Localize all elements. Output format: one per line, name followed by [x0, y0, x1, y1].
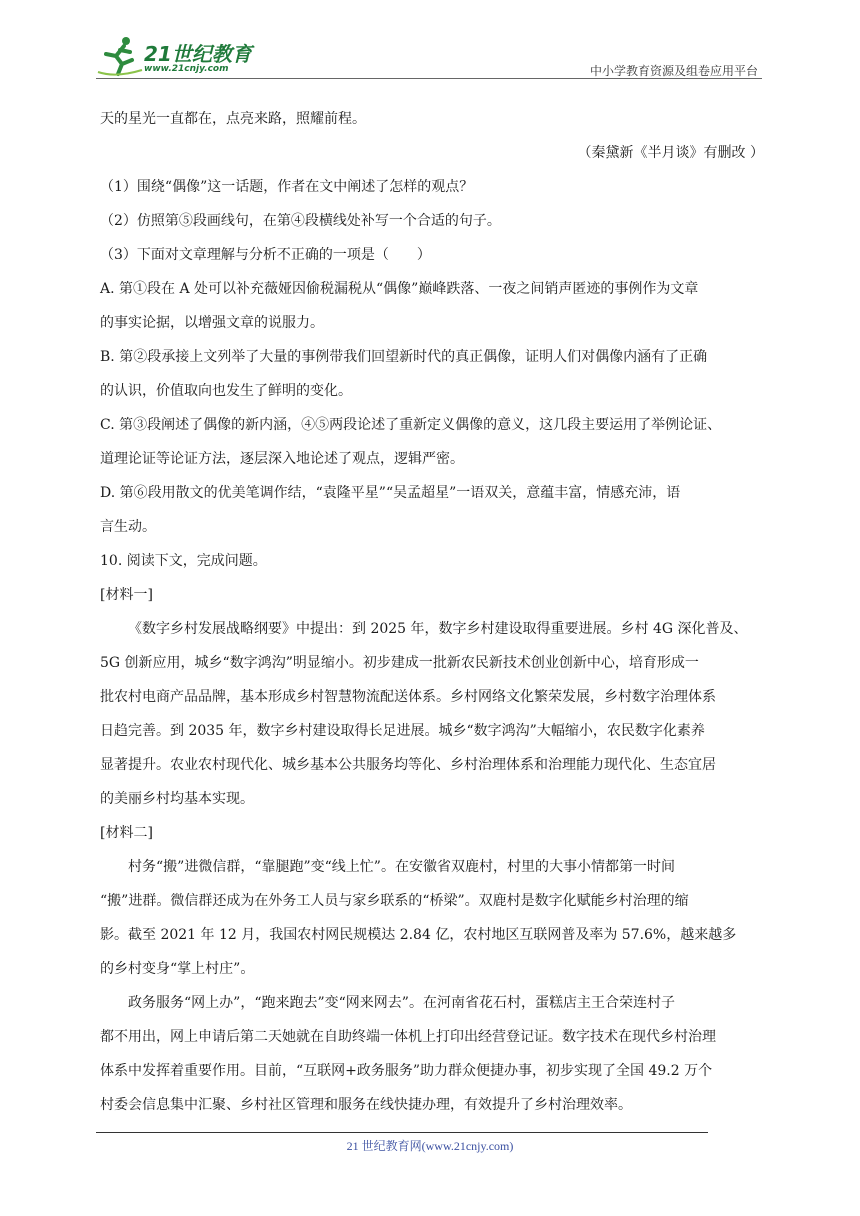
footer-divider	[96, 1132, 708, 1133]
option-b-cont: 的认识，价值取向也发生了鲜明的变化。	[100, 383, 352, 399]
question-1: （1）围绕“偶像”这一话题，作者在文中阐述了怎样的观点？	[100, 179, 474, 195]
material-2-line: 村委会信息集中汇聚、乡村社区管理和服务在线快捷办理，有效提升了乡村治理效率。	[100, 1097, 632, 1113]
runner-logo-icon	[96, 34, 144, 78]
material-2-line: 村务“搬”进微信群，“靠腿跑”变“线上忙”。在安徽省双鹿村，村里的大事小情都第一时间	[128, 859, 675, 875]
document-body	[100, 102, 770, 1122]
material-2-line: 都不用出，网上申请后第二天她就在自助终端一体机上打印出经营登记证。数字技术在现代乡村治理	[100, 1029, 716, 1045]
page-header	[96, 34, 762, 80]
material-2-line: 政务服务“网上办”，“跑来跑去”变“网来网去”。在河南省花石村，蛋糕店主王合荣连村子	[128, 995, 675, 1011]
material-1-line: 显著提升。农业农村现代化、城乡基本公共服务均等化、乡村治理体系和治理能力现代化、生态宜居	[100, 757, 716, 773]
option-a: A. 第①段在 A 处可以补充薇娅因偷税漏税从“偶像”巅峰跌落、一夜之间销声匿迹的事例作为文章	[100, 281, 699, 297]
logo-url: www.21cnjy.com	[144, 64, 229, 74]
material-2-label: [材料二]	[100, 825, 153, 841]
source-citation: （秦黛新《半月谈》有删改 ）	[577, 145, 764, 161]
material-1-label: [材料一]	[100, 587, 153, 603]
question-10-heading: 10. 阅读下文，完成问题。	[100, 553, 267, 569]
material-1-line: 5G 创新应用，城乡“数字鸿沟”明显缩小。初步建成一批新农民新技术创业创新中心，培育形成一	[100, 655, 699, 671]
header-divider	[96, 78, 762, 79]
logo-text: 21世纪教育	[144, 42, 252, 66]
material-2-line: 影。截至 2021 年 12 月，我国农村网民规模达 2.84 亿，农村地区互联网普及率为 57.6%，越来越多	[100, 927, 737, 943]
option-c-cont: 道理论证等论证方法，逐层深入地论述了观点，逻辑严密。	[100, 451, 464, 467]
page-footer: 21 世纪教育网(www.21cnjy.com)	[346, 1139, 514, 1153]
material-1-line: 的美丽乡村均基本实现。	[100, 791, 254, 807]
material-2-line: “搬”进群。微信群还成为在外务工人员与家乡联系的“桥梁”。双鹿村是数字化赋能乡村治理的缩	[100, 893, 689, 909]
option-b: B. 第②段承接上文列举了大量的事例带我们回望新时代的真正偶像，证明人们对偶像内涵有了正确	[100, 349, 708, 365]
platform-name: 中小学教育资源及组卷应用平台	[589, 64, 758, 78]
material-1-line: 批农村电商产品品牌，基本形成乡村智慧物流配送体系。乡村网络文化繁荣发展，乡村数字治理体系	[100, 689, 716, 705]
option-a-cont: 的事实论据，以增强文章的说服力。	[100, 315, 324, 331]
site-logo	[96, 34, 266, 78]
option-d-cont: 言生动。	[100, 519, 156, 535]
material-2-line: 体系中发挥着重要作用。目前，“互联网+政务服务”助力群众便捷办事，初步实现了全国 49.2 万个	[100, 1063, 713, 1079]
option-d: D. 第⑥段用散文的优美笔调作结，“袁隆平星”“吴孟超星”一语双关，意蕴丰富，情感充沛，语	[100, 485, 681, 501]
material-1-line: 《数字乡村发展战略纲要》中提出：到 2025 年，数字乡村建设取得重要进展。乡村 4G 深化普及、	[128, 621, 748, 637]
question-3: （3）下面对文章理解与分析不正确的一项是（ ）	[100, 247, 431, 263]
option-c: C. 第③段阐述了偶像的新内涵，④⑤两段论述了重新定义偶像的意义，这几段主要运用了举例论证、	[100, 417, 722, 433]
material-1-line: 日趋完善。到 2035 年，数字乡村建设取得长足进展。城乡“数字鸿沟”大幅缩小，农民数字化素养	[100, 723, 705, 739]
question-2: （2）仿照第⑤段画线句，在第④段横线处补写一个合适的句子。	[100, 213, 501, 229]
text-line: 天的星光一直都在，点亮来路，照耀前程。	[100, 111, 366, 127]
material-2-line: 的乡村变身“掌上村庄”。	[100, 961, 255, 977]
